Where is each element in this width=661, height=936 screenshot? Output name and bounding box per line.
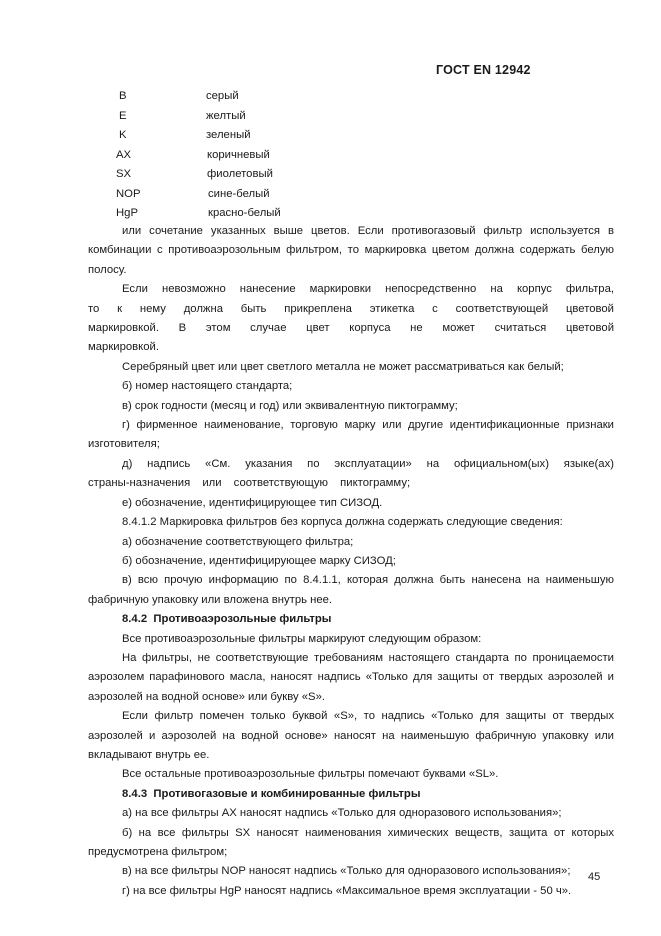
list-item: а) обозначение соответствующего фильтра;: [122, 535, 354, 548]
color-code: E: [119, 109, 127, 122]
body-paragraph: Все противоаэрозольные фильтры маркируют следующим образом:: [122, 632, 482, 645]
body-paragraph: Если фильтр помечен только буквой «S», то надпись «Только для защиты от твердых аэрозолей и аэрозолей на водной основе» наносят на наименьшую фабричную упаковку или вкладывают внутрь ее.: [88, 710, 614, 761]
section-heading: [88, 610, 614, 629]
list-item: б) обозначение, идентифицирующее марку СИЗОД;: [122, 554, 396, 567]
body-paragraph: На фильтры, не соответствующие требованиям настоящего стандарта по проницаемости аэрозолем парафинового масла, наносят надпись «Только для защиты от твердых аэрозолей и аэрозолей на водной основе» или букву «S».: [88, 651, 614, 703]
body-paragraph: или сочетание указанных выше цветов. Если противогазовый фильтр используется в комбинации с противоаэрозольным фильтром, то маркировка цветом должна содержать белую полосу.: [88, 225, 614, 276]
section-heading: [88, 785, 614, 804]
list-item: в) на все фильтры NOP наносят надпись «Только для одноразового использования»;: [122, 865, 571, 878]
color-code-row: [0, 108, 661, 128]
color-name: серый: [206, 90, 239, 102]
document-header: ГОСТ EN 12942: [436, 63, 531, 77]
list-item: д) надпись «См. указания по эксплуатации» на официальном(ых) языке(ах) страны-назначения или соответствующую пиктограмму;: [88, 457, 614, 490]
heading-title: Противоаэрозольные фильтры: [153, 613, 332, 626]
color-code-row: [0, 186, 661, 206]
color-name: красно-белый: [208, 207, 281, 219]
color-code: HgP: [116, 207, 138, 219]
color-code-list: [0, 88, 661, 225]
document-body: [88, 222, 614, 901]
color-name: сине-белый: [208, 187, 270, 200]
list-item: г) на все фильтры HgP наносят надпись «Максимальное время эксплуатации - 50 ч».: [122, 884, 572, 897]
list-item: в) срок годности (месяц и год) или эквивалентную пиктограмму;: [122, 399, 458, 412]
page-number: 45: [588, 871, 601, 883]
color-code-row: [0, 88, 661, 108]
color-name: фиолетовый: [207, 168, 273, 180]
color-name: желтый: [206, 109, 246, 122]
list-item: е) обозначение, идентифицирующее тип СИЗОД.: [122, 496, 383, 509]
body-paragraph: Все остальные противоаэрозольные фильтры помечают буквами «SL».: [122, 768, 499, 781]
body-paragraph: Серебряный цвет или цвет светлого металла не может рассматриваться как белый;: [122, 360, 564, 373]
list-item: а) на все фильтры AX наносят надпись «Только для одноразового использования»;: [122, 807, 562, 820]
color-code: SX: [116, 168, 132, 180]
list-item: б) на все фильтры SX наносят наименования химических веществ, защита от которых предусмотрена фильтром;: [88, 826, 614, 858]
list-item: г) фирменное наименование, торговую марку или другие идентификационные признаки изготовителя;: [88, 419, 614, 451]
color-code: B: [119, 90, 127, 102]
color-code-row: [0, 127, 661, 147]
color-name: зеленый: [206, 129, 251, 141]
color-name: коричневый: [207, 148, 270, 161]
color-code-row: [0, 166, 661, 186]
color-code: NOP: [116, 187, 141, 200]
color-code: K: [119, 129, 127, 141]
color-code: AX: [116, 148, 132, 161]
section-paragraph: 8.4.1.2 Маркировка фильтров без корпуса должна содержать следующие сведения:: [122, 516, 563, 529]
list-item: в) всю прочую информацию по 8.4.1.1, которая должна быть нанесена на наименьшую фабричную упаковку или вложена внутрь нее.: [88, 574, 614, 606]
heading-number: 8.4.2: [122, 613, 148, 626]
list-item: б) номер настоящего стандарта;: [122, 380, 293, 393]
body-paragraph: Если невозможно нанесение маркировки непосредственно на корпус фильтра, то к нему должна быть прикреплена этикетка с соответствующей цветовой маркировкой. В этом случае цвет корпуса не может считаться цветовой маркировкой.: [88, 283, 614, 354]
color-code-row: [0, 147, 661, 167]
heading-title: Противогазовые и комбинированные фильтры: [153, 787, 421, 800]
heading-number: 8.4.3: [122, 787, 148, 800]
